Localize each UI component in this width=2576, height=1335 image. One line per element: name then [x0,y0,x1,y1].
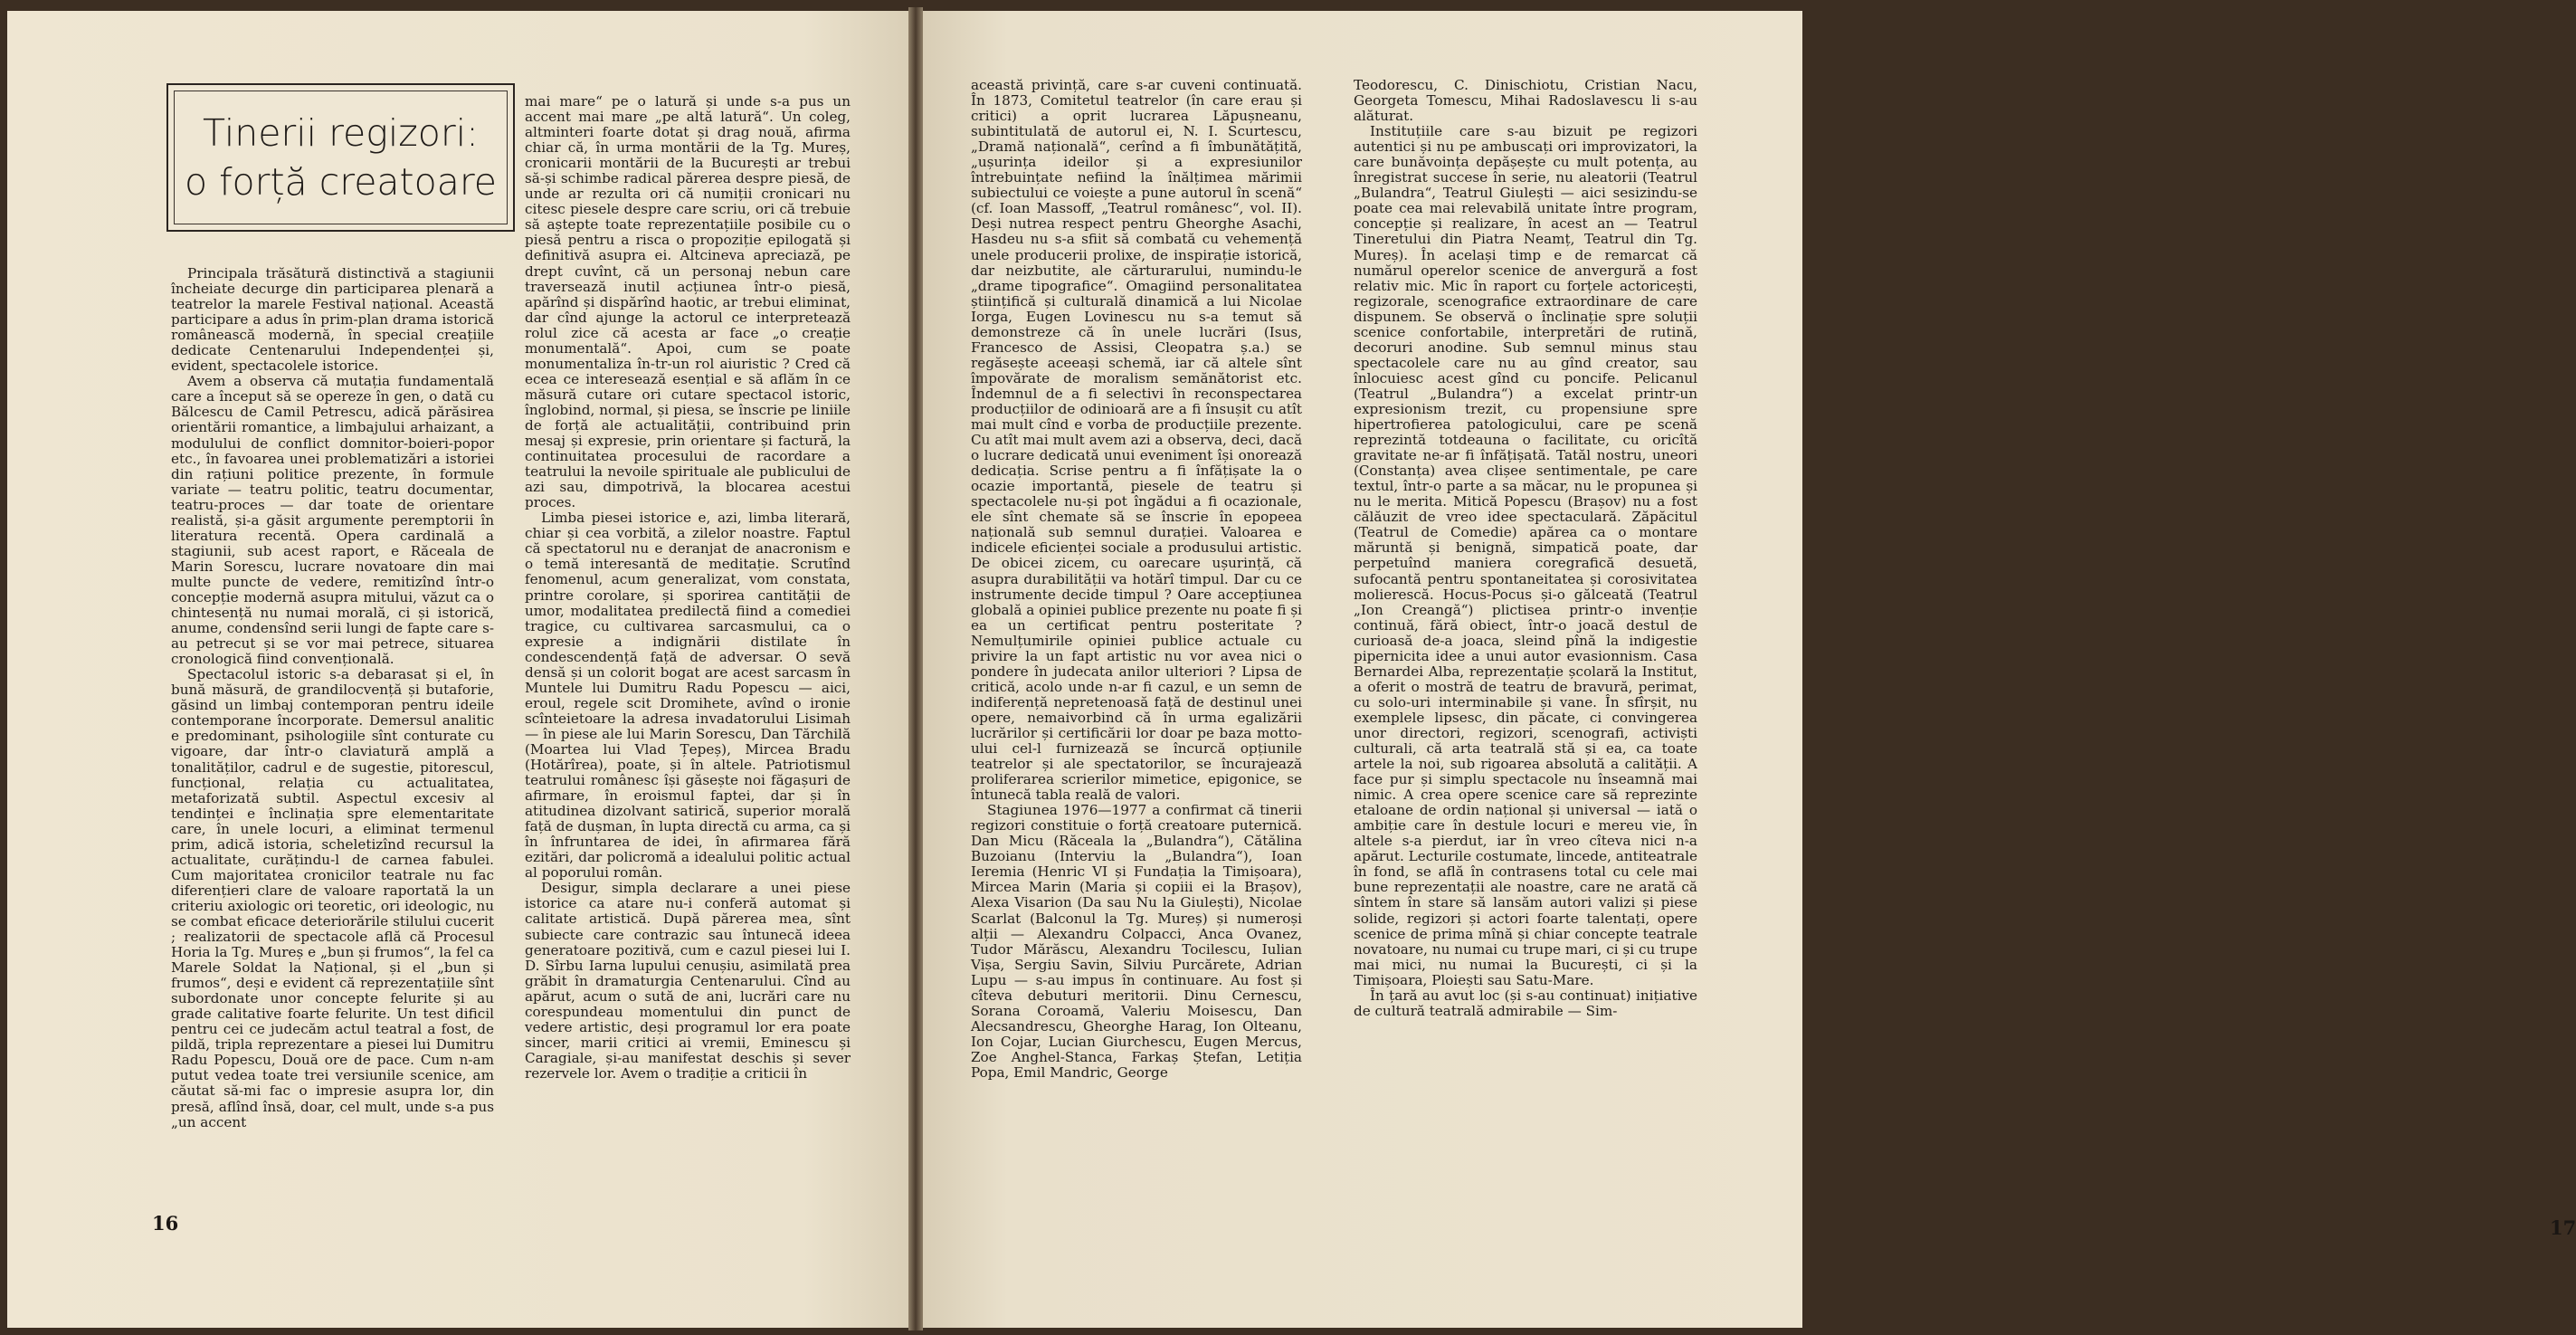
paragraph: Desigur, simpla declarare a unei piese istorice ca atare nu-i conferă automat și calitate artistică. După părerea mea, sînt subiecte care contrazic sau întunecă ideea generatoare pozitivă, cum e cazul piesei lui I. D. Sîrbu Iarna lupului cenușiu, asimilată prea grăbit în dramaturgia Centenarului. Cînd au apărut, acum o sută de ani, lucrări care nu corespundeau momentului din punct de vedere artistic, deși programul lor era poate sincer, marii critici ai vremii, Eminescu și Caragiale, și-au manifestat deschis și sever rezervele lor. Avem o tradiție a criticii în [525,880,851,1082]
page-number-right: 17 [2550,1216,2576,1239]
paragraph: această privință, care s-ar cuveni continuată. În 1873, Comitetul teatrelor (în care erau și critici) a oprit lucrarea Lăpușneanu, subintitulată de autorul ei, N. I. Scurtescu, „Dramă națională“, cerînd a fi îmbunătățită, „ușurința ideilor și a expresiunilor întrebuințate nefiind la înălțimea mărimii subiectului ce voiește a pune autorul în scenă“ (cf. Ioan Massoff, „Teatrul românesc“, vol. II). Deși nutrea respect pentru Gheorghe Asachi, Hasdeu nu s-a sfiit să combată cu vehemență unele producerii prolixe, de inspirație istorică, dar neizbutite, ale cărturarului, numindu-le „drame tipografice“. Omagiind personalitatea științifică și culturală dinamică a lui Nicolae Iorga, Eugen Lovinescu nu s-a temut să demonstreze că în unele lucrări (Isus, Francesco de Assisi, Cleopatra ș.a.) se regăsește aceeași schemă, iar că altele sînt împovărate de moralism semănătorist etc. Îndemnul de a fi selectivi în reconspectarea producțiilor de odinioară are a fi însușit cu atît mai mult cînd e vorba de producțiile prezente. Cu atît mai mult avem azi a observa, deci, dacă o lucrare dedicată unui eveniment își onorează dedicația. Scrise pentru a fi înfățișate la o ocazie importantă, piesele de teatru și spectacolele nu-și pot îngădui a fi ocazionale, ele sînt chemate să se înscrie în epopeea națională sub semnul durației. Valoarea e indicele eficienței sociale a produsului artistic. De obicei zicem, cu oarecare ușurință, că asupra durabilității va hotărî timpul. Dar cu ce instrumente decide timpul ? Oare accepțiunea globală a opiniei publice prezente nu poate fi și ea un certificat pentru posteritate ? Nemulțumirile opiniei publice actuale cu privire la un fapt artistic nu vor avea nici o pondere în judecata anilor ulteriori ? Lipsa de critică, acolo unde n-ar fi cazul, e un semn de indiferență nepretenoasă față de destinul unei opere, nemaivorbind că în urma egalizării lucrărilor și certificării lor doar pe baza motto-ului cel-l furnizează se încurcă opțiunile teatrelor și ale spectatorilor, se încurajează proliferarea scrierilor mimetice, epigonice, se întunecă tabla reală de valori. [971,77,1302,804]
paragraph: Stagiunea 1976—1977 a confirmat că tinerii regizori constituie o forță creatoare puternică. Dan Micu (Răceala la „Bulandra“), Cătălina Buzoianu (Interviu la „Bulandra“), Ioan Ieremia (Henric VI și Fundația la Timișoara), Mircea Marin (Maria și copiii ei la Brașov), Alexa Visarion (Da sau Nu la Giulești), Nicolae Scarlat (Balconul la Tg. Mureș) și numeroși alții — Alexandru Colpacci, Anca Ovanez, Tudor Mărăscu, Alexandru Tocilescu, Iulian Vișa, Sergiu Savin, Silviu Purcărete, Adrian Lupu — s-au impus în continuare. Au fost și cîteva debuturi meritorii. Dinu Cernescu, Sorana Coroamă, Valeriu Moisescu, Dan Alecsandrescu, Gheorghe Harag, Ion Olteanu, Ion Cojar, Lucian Giurchescu, Eugen Mercus, Zoe Anghel-Stanca, Farkaș Ștefan, Letiția Popa, Emil Mandric, George [971,802,1302,1081]
text-column-2 [525,94,851,1082]
title-box [166,83,515,232]
text-column-4 [1354,78,1697,1019]
page-number-left: 16 [152,1212,179,1235]
paragraph: Teodorescu, C. Dinischiotu, Cristian Nacu, Georgeta Tomescu, Mihai Radoslavescu li s-au alăturat. [1354,77,1697,125]
paragraph: Avem a observa că mutația fundamentală care a început să se opereze în gen, o dată cu Bălcescu de Camil Petrescu, adică părăsirea orientării romantice, a limbajului arhaizant, a modulului de conflict domnitor-boieri-popor etc., în favoarea unei problematizări a istoriei din rațiuni politice prezente, în formule variate — teatru politic, teatru documentar, teatru-proces — dar toate de orientare realistă, și-a găsit argumente peremptorii în literatura recentă. Opera cardinală a stagiunii, sub acest raport, e Răceala de Marin Sorescu, lucrare novatoare din mai multe puncte de vedere, remitizînd într-o concepție modernă asupra mitului, văzut ca o chintesență nu numai morală, ci și istorică, anume, condensînd serii lungi de fapte care s-au petrecut și se vor mai petrece, situarea cronologică fiind convențională. [171,373,494,668]
paragraph: Spectacolul istoric s-a debarasat și el, în bună măsură, de grandilocvență și butaforie, găsind un limbaj contemporan pentru ideile contemporane încorporate. Demersul analitic e predominant, psihologiile sînt conturate cu vigoare, dar într-o claviatură amplă a tonalităților, cadrul e de sugestie, pitorescul, funcțional, relația cu actualitatea, metaforizată subtil. Aspectul excesiv al tendinței e înclinația spre elementaritate care, în unele locuri, a eliminat termenul prim, adică istoria, scheletizînd recursul la actualitate, curățindu-l de carnea fabulei. Cum majoritatea cronicilor teatrale nu fac diferențieri clare de valoare raportată la un criteriu axiologic ori teoretic, ori ideologic, nu se combat eficace deteriorările stilului cucerit ; realizatorii de spectacole află că Procesul Horia la Tg. Mureș e „bun și frumos“, la fel ca Marele Soldat la Național, și el „bun și frumos“, deși e evident că reprezentațiile sînt subordonate unor concepte felurite și au grade calitative foarte felurite. Un test dificil pentru cei ce judecăm actul teatral a fost, de pildă, tripla reprezentare a piesei lui Dumitru Radu Popescu, Două ore de pace. Cum n-am putut vedea toate trei versiunile scenice, am căutat să-mi fac o impresie asupra lor, din presă, aflînd însă, doar, cel mult, unde s-a pus „un accent [171,666,494,1130]
title-line-1: Tinerii regizori: [203,111,479,155]
text-column-1 [171,266,494,1130]
book-gutter [908,7,923,1330]
paragraph: mai mare“ pe o latură și unde s-a pus un accent mai mare „pe altă latură“. Un coleg, altminteri foarte dotat și drag nouă, afirma chiar că, în urma montării de la Tg. Mureș, cronicarii montării de la București ar trebui să-și schimbe radical părerea despre piesă, de unde ar rezulta ori că numiții cronicari nu citesc piesele despre care scriu, ori că trebuie să aștepte toate reprezentațiile posibile cu o piesă pentru a risca o propoziție epilogată și definitivă asupra ei. Altcineva apreciază, pe drept cuvînt, că un personaj nebun care traversează inutil acțiunea într-o piesă, apărînd și dispărînd haotic, ar trebui eliminat, dar cînd ajunge la actorul ce interpretează rolul zice că acesta ar face „o creație monumentală“. Apoi, cum se poate monumentaliza în-tr-un rol aiuristic ? Cred că ecea ce interesează esențial e să aflăm în ce măsură cutare ori cutare spectacol istoric, înglobind, normal, și piesa, se înscrie pe liniile de forță ale actualității, contribuind prin mesaj și expresie, prin orientare și factură, la continuitatea procesului de racordare a teatrului la nevoile spirituale ale publicului de azi sau, dimpotrivă, la blocarea acestui proces. [525,93,851,511]
article-title [168,109,513,206]
text-column-3 [971,78,1302,1081]
paragraph: Instituțiile care s-au bizuit pe regizori autentici și nu pe ambuscați ori improvizatori, la care bunăvoința depășește cu mult potența, au înregistrat succese în serie, nu aleatorii (Teatrul „Bulandra“, Teatrul Giulești — aici sesizindu-se poate cea mai relevabilă unitate între program, concepție și realizare, în acest an — Teatrul Tineretului din Piatra Neamț, Teatrul din Tg. Mureș). În același timp e de remarcat că numărul operelor scenice de anvergură a fost relativ mic. Mic în raport cu forțele actoricești, regizorale, scenografice extraordinare de care dispunem. Se observă o înclinație spre soluții scenice confortabile, interpretări de rutină, decoruri anodine. Sub semnul minus stau spectacolele care nu au gînd creator, sau înlocuiesc acest gînd cu poncife. Pelicanul (Teatrul „Bulandra“) a excelat printr-un expresionism trezit, cu propensiune spre hipertrofierea patologicului, care pe scenă reprezintă totdeauna o facilitate, cu oricîtă gravitate ne-ar fi înfățișată. Tatăl nostru, uneori (Constanța) avea clișee sentimentale, pe care textul, într-o parte a sa măcar, nu le propunea și nu le merita. Mitică Popescu (Brașov) nu a fost călăuzit de vreo idee spectaculară. Zăpăcitul (Teatrul de Comedie) apărea ca o montare măruntă și benignă, simpatică poate, dar perpetuînd maniera coregrafică desuetă, sufocantă pentru spontaneitatea și corosivitatea molierescă. Hocus-Pocus și-o gălceată (Teatrul „Ion Creangă“) plictisea printr-o invenție continuă, fără obiect, într-o joacă destul de curioasă de-a joaca, sleind pînă la indigestie pipernicita idee a unui autor evasionnism. Casa Bernardei Alba, reprezentație școlară la Institut, a oferit o mostră de teatru de bravură, perimat, cu solo-uri interminabile și vane. În sfîrșit, nu exemplele lipsesc, din păcate, ci convingerea unor directori, regizori, scenografi, activiști culturali, că arta teatrală stă și ea, ca toate artele la noi, sub rigoarea absolută a calității. A face pur și simplu spectacole nu înseamnă mai nimic. A crea opere scenice care să reprezinte etaloane de ordin național și universal — iată o ambiție care în destule locuri e mereu vie, în altele s-a pierdut, iar în vreo cîteva nici n-a apărut. Lecturile costumate, lincede, antiteatrale în fond, se află în contrasens total cu cele mai bune reprezentații ale noastre, care ne arată că sîntem în stare să lansăm autori valizi și piese solide, regizori și actori foarte talentați, opere scenice de prima mînă și chiar concepte teatrale novatoare, nu numai cu trupe mari, ci și cu trupe mai mici, nu numai la București, ci și la Timișoara, Ploiești sau Satu-Mare. [1354,123,1697,988]
paragraph: În țară au avut loc (și s-au continuat) inițiative de cultură teatrală admirabile — Sim- [1354,987,1697,1019]
title-line-2: o forță creatoare [184,160,498,204]
paragraph: Limba piesei istorice e, azi, limba literară, chiar și cea vorbită, a zilelor noastre. Faptul că spectatorul nu e deranjat de anacronism e o temă interesantă de meditație. Scrutînd fenomenul, acum generalizat, vom constata, printre corolare, și sporirea cantității de umor, modalitatea predilectă fiind a comediei tragice, cu cultivarea sarcasmului, ca o expresie a indignării distilate în condescendență față de adversar. O sevă densă și un colorit bogat are acest sarcasm în Muntele lui Dumitru Radu Popescu — aici, eroul, regele scit Dromihete, avînd o ironie scînteietoare la adresa invadatorului Lisimah — în piese ale lui Marin Sorescu, Dan Tărchilă (Moartea lui Vlad Țepeș), Mircea Bradu (Hotărîrea), poate, și în altele. Patriotismul teatrului românesc își găsește noi făgașuri de afirmare, în eroismul faptei, dar și în atitudinea dizolvant satirică, superior morală față de dușman, în lupta directă cu arma, ca și în înfruntarea de idei, în afirmarea fără ezitări, dar policromă a idealului politic actual al poporului român. [525,510,851,882]
paragraph: Principala trăsătură distinctivă a stagiunii încheiate decurge din participarea plenară a teatrelor la marele Festival național. Această participare a adus în prim-plan drama istorică românească modernă, în special creațiile dedicate Centenarului Independenței și, evident, spectacolele istorice. [171,265,494,375]
